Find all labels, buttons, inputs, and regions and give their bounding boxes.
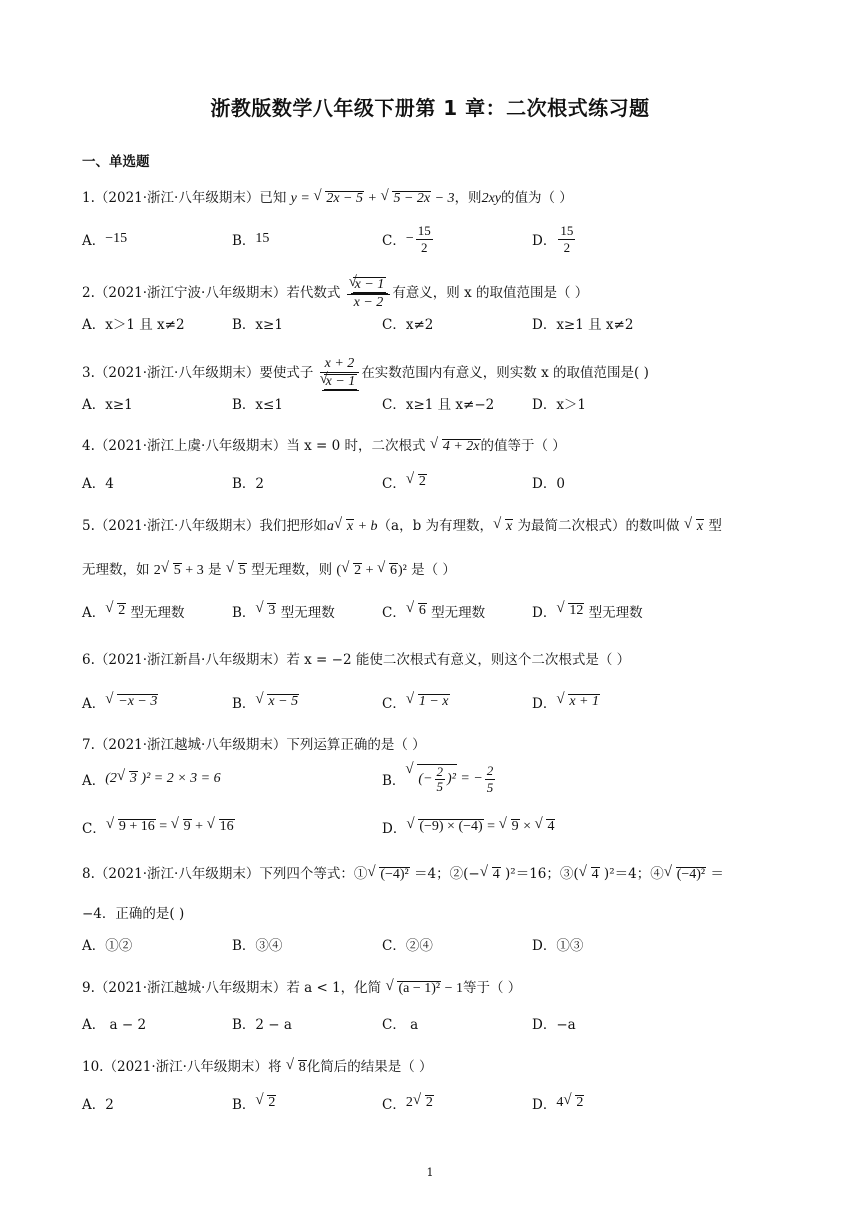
q1-source: （2021·浙江·八年级期末） — [94, 190, 260, 206]
q8-options — [82, 927, 782, 961]
q8-option-d[interactable]: D．①③ — [532, 938, 584, 954]
q5-number: 5. — [82, 518, 95, 534]
q2-options — [82, 306, 782, 340]
q3-option-c[interactable]: C．x≥1 且 x≠−2 — [382, 397, 495, 413]
q10-text: 将 — [267, 1059, 282, 1075]
q3-fraction: x + 2 √ x − 1 — [320, 356, 360, 391]
q9-option-b[interactable]: B．2 − a — [232, 1017, 292, 1033]
q10-expression: √ 8 — [288, 1060, 307, 1076]
q2-option-c[interactable]: C．x≠2 — [382, 317, 434, 333]
q3-option-b[interactable]: B．x≤1 — [232, 397, 283, 413]
q4-option-d[interactable]: D．0 — [532, 476, 565, 492]
question-7 — [82, 733, 782, 753]
q9-option-a[interactable]: A． a − 2 — [82, 1017, 147, 1033]
q5-expression: a√ x + b — [327, 519, 378, 534]
q7-number: 7. — [82, 737, 95, 753]
q1-option-d[interactable]: D． $\frac{15}{2}$ — [532, 222, 574, 255]
q6-option-b[interactable]: B． √ x − 5 — [232, 685, 299, 719]
q6-option-c[interactable]: C． √ 1 − x — [382, 685, 450, 719]
q2-text: 若代数式 — [286, 285, 341, 301]
q5-options — [82, 594, 782, 628]
question-10 — [82, 1055, 782, 1076]
q2-option-b[interactable]: B．x≥1 — [232, 317, 283, 333]
q6-source: （2021·浙江新昌·八年级期末） — [94, 652, 287, 668]
q9-option-c[interactable]: C． a — [382, 1017, 419, 1033]
q10-option-b[interactable]: B． √ 2 — [232, 1086, 276, 1120]
question-1 — [82, 186, 782, 207]
q3-option-a[interactable]: A．x≥1 — [82, 397, 133, 413]
q7-options-row2 — [82, 810, 782, 844]
q7-option-a[interactable]: A． (2√ 3 )² = 2 × 3 = 6 — [82, 762, 221, 796]
question-6 — [82, 648, 782, 668]
q10-tail: 化简后的结果是（ ） — [306, 1059, 433, 1075]
document-title: 浙教版数学八年级下册第 1 章：二次根式练习题 — [210, 96, 650, 120]
q6-text: 若 x = −2 能使二次根式有意义，则这个二次根式是（ ） — [286, 652, 631, 668]
q1-tail: ，则 — [454, 190, 482, 206]
q7-source: （2021·浙江越城·八年级期末） — [94, 737, 287, 753]
q3-number: 3. — [82, 365, 95, 381]
q1-tail2: 的值为（ ） — [501, 190, 573, 206]
q7-option-b[interactable]: B． √ (− $\frac{2}{5}$ )² = − $\frac{2}{5}$ — [382, 762, 497, 796]
q1-option-a[interactable]: A． −15 — [82, 231, 128, 249]
q4-option-a[interactable]: A．4 — [82, 476, 114, 492]
q2-source: （2021·浙江宁波·八年级期末） — [94, 285, 287, 301]
q10-source: （2021·浙江·八年级期末） — [103, 1059, 268, 1075]
q3-text: 要使式子 — [259, 365, 314, 381]
q3-source: （2021·浙江·八年级期末） — [94, 365, 260, 381]
q6-number: 6. — [82, 652, 95, 668]
q5-option-b[interactable]: B． √ 3 型无理数 — [232, 594, 335, 628]
q8-option-c[interactable]: C．②④ — [382, 938, 433, 954]
q5-option-c[interactable]: C． √ 6 型无理数 — [382, 594, 485, 628]
q5-source: （2021·浙江·八年级期末） — [94, 518, 260, 534]
q7-option-c[interactable]: C． √ 9 + 16 = √ 9 + √ 16 — [82, 810, 235, 844]
section-heading: 一、单选题 — [82, 154, 150, 170]
q2-option-d[interactable]: D．x≥1 且 x≠2 — [532, 317, 634, 333]
q9-text: 若 a < 1，化简 — [286, 980, 382, 996]
q6-option-d[interactable]: D． √ x + 1 — [532, 685, 600, 719]
q4-expression: √ 4 + 2x — [432, 439, 481, 455]
q8-option-b[interactable]: B．③④ — [232, 938, 283, 954]
q1-number: 1. — [82, 190, 95, 206]
q9-options — [82, 1006, 782, 1040]
q1-expression: y = √ 2x − 5 + √ 5 − 2x − 3 — [291, 191, 455, 206]
q4-source: （2021·浙江上虞·八年级期末） — [94, 438, 287, 454]
question-4 — [82, 434, 782, 455]
q2-tail: 有意义，则 x 的取值范围是（ ） — [392, 285, 589, 301]
q6-option-a[interactable]: A． √ −x − 3 — [82, 685, 158, 719]
q9-option-d[interactable]: D．−a — [532, 1017, 576, 1033]
q1-option-b[interactable]: B． 15 — [232, 231, 270, 249]
q2-fraction: √ $\frac{x - 1}{x - 2}$ — [347, 276, 391, 311]
q10-option-c[interactable]: C． 2√ 2 — [382, 1086, 434, 1120]
question-8: 8.（2021·浙江·八年级期末）下列四个等式：①√ (−4)² ＝4；②(−√ 4 )²＝16；③(√ 4 )²＝4；④√ (−4)² ＝ — [82, 862, 782, 883]
q1-options — [82, 222, 782, 256]
q9-source: （2021·浙江越城·八年级期末） — [94, 980, 287, 996]
q4-tail: 的值等于（ ） — [480, 438, 566, 454]
question-8-line2: −4．正确的是( ) — [82, 906, 185, 922]
page-number: 1 — [426, 1166, 434, 1179]
q7-options-row1 — [82, 762, 782, 802]
q1-expression2: 2xy — [481, 191, 501, 206]
q9-tail: 等于（ ） — [463, 980, 522, 996]
q3-options — [82, 386, 782, 420]
q5-tail: （a，b 为有理数，√ x 为最简二次根式）的数叫做 √ x 型 — [378, 518, 722, 534]
q2-option-a[interactable]: A．x＞1 且 x≠2 — [82, 317, 185, 333]
question-5 — [82, 514, 782, 535]
q4-number: 4. — [82, 438, 95, 454]
q9-number: 9. — [82, 980, 95, 996]
q6-options — [82, 685, 782, 719]
q10-number: 10. — [82, 1059, 104, 1075]
q3-tail: 在实数范围内有意义，则实数 x 的取值范围是( ) — [361, 365, 649, 381]
q5-option-d[interactable]: D． √ 12 型无理数 — [532, 594, 643, 628]
q1-option-c[interactable]: C． − $\frac{15}{2}$ — [382, 222, 431, 255]
q8-option-a[interactable]: A．①② — [82, 938, 133, 954]
question-9 — [82, 976, 782, 997]
q7-text: 下列运算正确的是（ ） — [286, 737, 426, 753]
q10-options — [82, 1086, 782, 1120]
q4-options — [82, 465, 782, 499]
q10-option-d[interactable]: D． 4√ 2 — [532, 1086, 584, 1120]
q3-option-d[interactable]: D．x＞1 — [532, 397, 587, 413]
question-5-line2: 无理数，如 2√ 5 + 3 是 √ 5 型无理数，则 (√ 2 + √ 6)² 是（ ） — [82, 558, 782, 579]
q5-text: 我们把形如 — [259, 518, 327, 534]
q5-option-a[interactable]: A． √ 2 型无理数 — [82, 594, 185, 628]
q1-text: 已知 — [259, 190, 287, 206]
q2-number: 2. — [82, 285, 95, 301]
q10-option-a[interactable]: A．2 — [82, 1097, 114, 1113]
q4-option-c[interactable]: C． √ 2 — [382, 465, 427, 499]
q4-option-b[interactable]: B．2 — [232, 476, 265, 492]
q9-expression: √ (a − 1)² − 1 — [385, 981, 463, 996]
q4-text: 当 x = 0 时，二次根式 — [286, 438, 426, 454]
q7-option-d[interactable]: D． √ (−9) × (−4) = √ 9 × √ 4 — [382, 810, 555, 844]
